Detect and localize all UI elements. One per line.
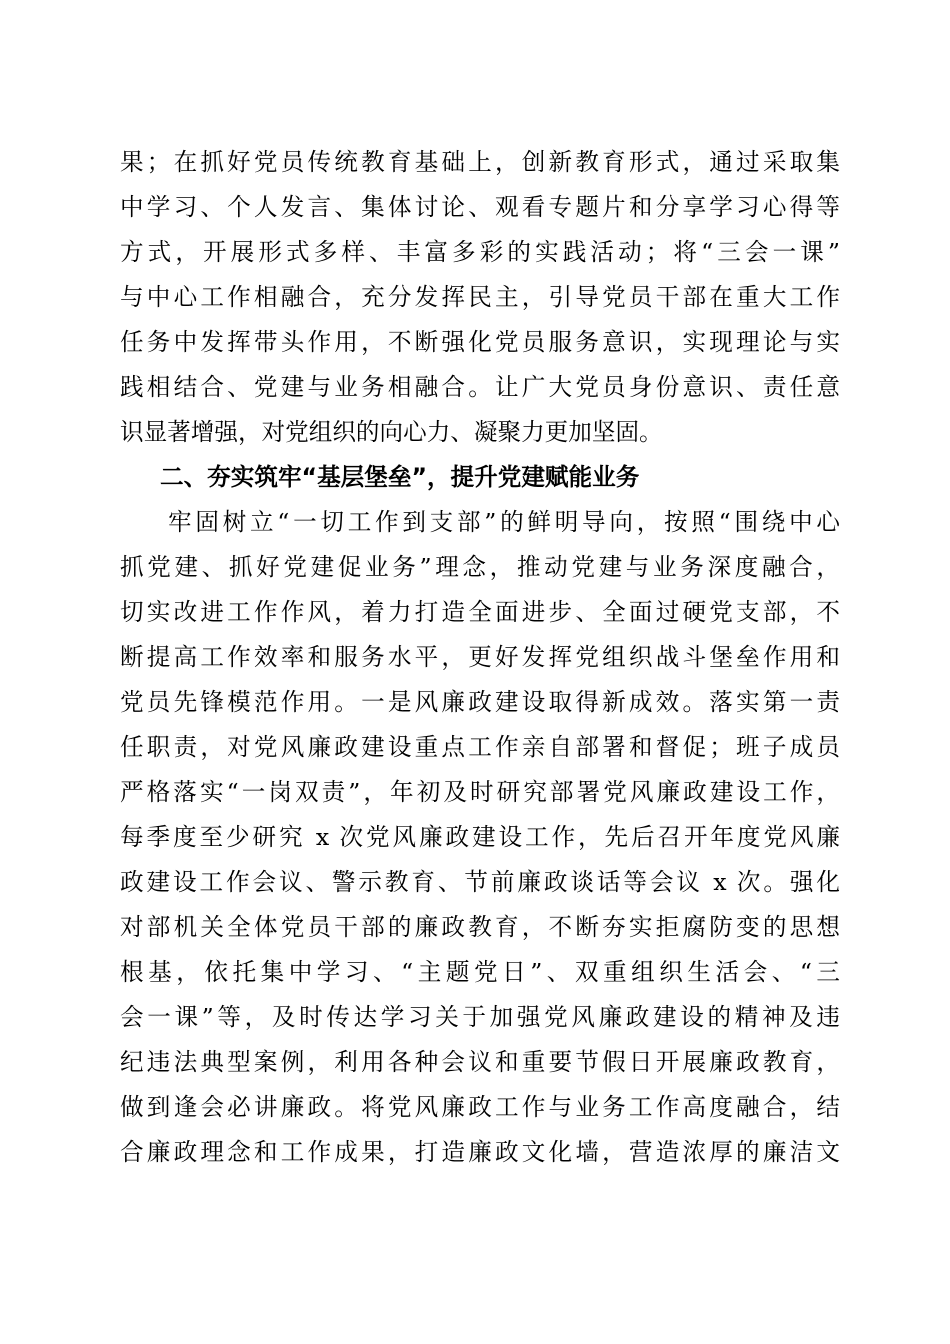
body-text-line: 纪违法典型案例，利用各种会议和重要节假日开展廉政教育， xyxy=(120,1048,840,1076)
body-text-line: 任务中发挥带头作用，不断强化党员服务意识，实现理论与实 xyxy=(120,328,840,356)
body-text-line: 对部机关全体党员干部的廉政教育，不断夯实拒腐防变的思想 xyxy=(120,913,840,941)
body-text-line: 果；在抓好党员传统教育基础上，创新教育形式，通过采取集 xyxy=(120,148,840,176)
body-text-line: 切实改进工作作风，着力打造全面进步、全面过硬党支部，不 xyxy=(120,598,840,626)
body-text-line: 任职责，对党风廉政建设重点工作亲自部署和督促；班子成员 xyxy=(120,733,840,761)
body-text-line: 识显著增强，对党组织的向心力、凝聚力更加坚固。 xyxy=(120,418,663,446)
body-text-line: 每季度至少研究 x 次党风廉政建设工作，先后召开年度党风廉 xyxy=(120,823,840,851)
section-heading: 二、夯实筑牢“基层堡垒”，提升党建赋能业务 xyxy=(160,463,640,491)
body-text-line: 抓党建、抓好党建促业务”理念，推动党建与业务深度融合， xyxy=(120,553,840,581)
paragraph-first-line: 牢固树立“一切工作到支部”的鲜明导向，按照“围绕中心 xyxy=(168,508,840,536)
body-text-line: 践相结合、党建与业务相融合。让广大党员身份意识、责任意 xyxy=(120,373,840,401)
body-text-line: 断提高工作效率和服务水平，更好发挥党组织战斗堡垒作用和 xyxy=(120,643,840,671)
body-text-line: 合廉政理念和工作成果，打造廉政文化墙，营造浓厚的廉洁文 xyxy=(120,1138,840,1166)
body-text-line: 做到逢会必讲廉政。将党风廉政工作与业务工作高度融合，结 xyxy=(120,1093,840,1121)
body-text-line: 根基，依托集中学习、“主题党日”、双重组织生活会、“三 xyxy=(120,958,840,986)
body-text-line: 与中心工作相融合，充分发挥民主，引导党员干部在重大工作 xyxy=(120,283,840,311)
body-text-line: 中学习、个人发言、集体讨论、观看专题片和分享学习心得等 xyxy=(120,193,840,221)
body-text-line: 会一课”等，及时传达学习关于加强党风廉政建设的精神及违 xyxy=(120,1003,840,1031)
body-text-line: 党员先锋模范作用。一是风廉政建设取得新成效。落实第一责 xyxy=(120,688,840,716)
body-text-line: 方式，开展形式多样、丰富多彩的实践活动；将“三会一课” xyxy=(120,238,840,266)
body-text-line: 政建设工作会议、警示教育、节前廉政谈话等会议 x 次。强化 xyxy=(120,868,840,896)
body-text-line: 严格落实“一岗双责”，年初及时研究部署党风廉政建设工作， xyxy=(120,778,840,806)
